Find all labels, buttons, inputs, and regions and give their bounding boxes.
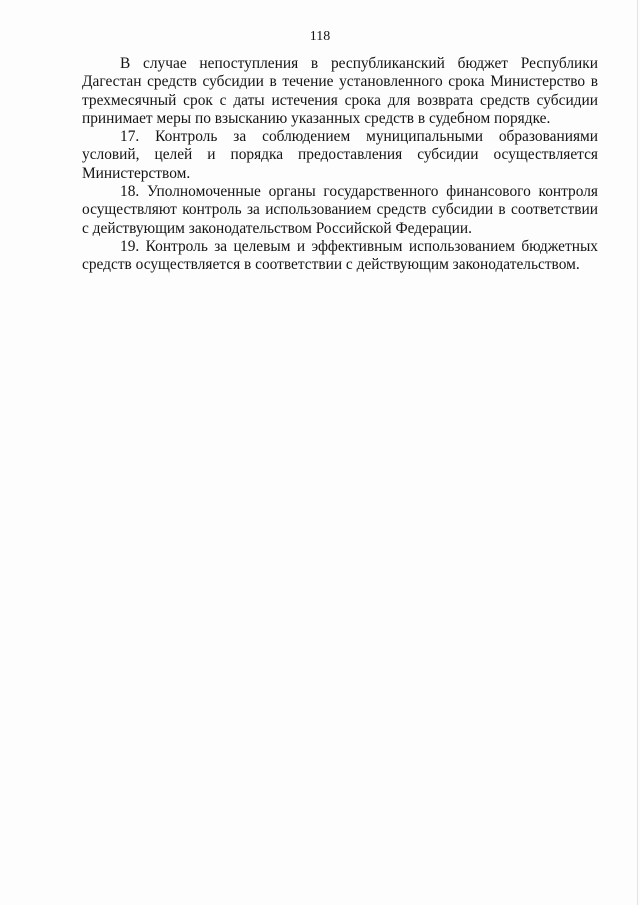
scan-edge-line [637,0,638,905]
paragraph-19-budget-control: 19. Контроль за целевым и эффективным использованием бюджетных средств осуществляется в соответствии с действующим законодательством. [82,237,598,274]
paragraph-refund-enforcement: В случае непоступления в республиканский бюджет Республики Дагестан средств субсидии в течение установленного срока Министерство в трехмесячный срок с даты истечения срока для возврата средств субсидии принимает меры по взысканию указанных средств в судебном порядке. [82,55,598,127]
page-number: 118 [309,29,331,44]
document-body [82,55,598,275]
paragraph-18-financial-control: 18. Уполномоченные органы государственного финансового контроля осуществляют контроль за использованием средств субсидии в соответствии с действующим законодательством Российской Федерации. [82,183,598,237]
paragraph-17-compliance-control: 17. Контроль за соблюдением муниципальными образованиями условий, целей и порядка предоставления субсидии осуществляется Министерством. [82,128,598,182]
